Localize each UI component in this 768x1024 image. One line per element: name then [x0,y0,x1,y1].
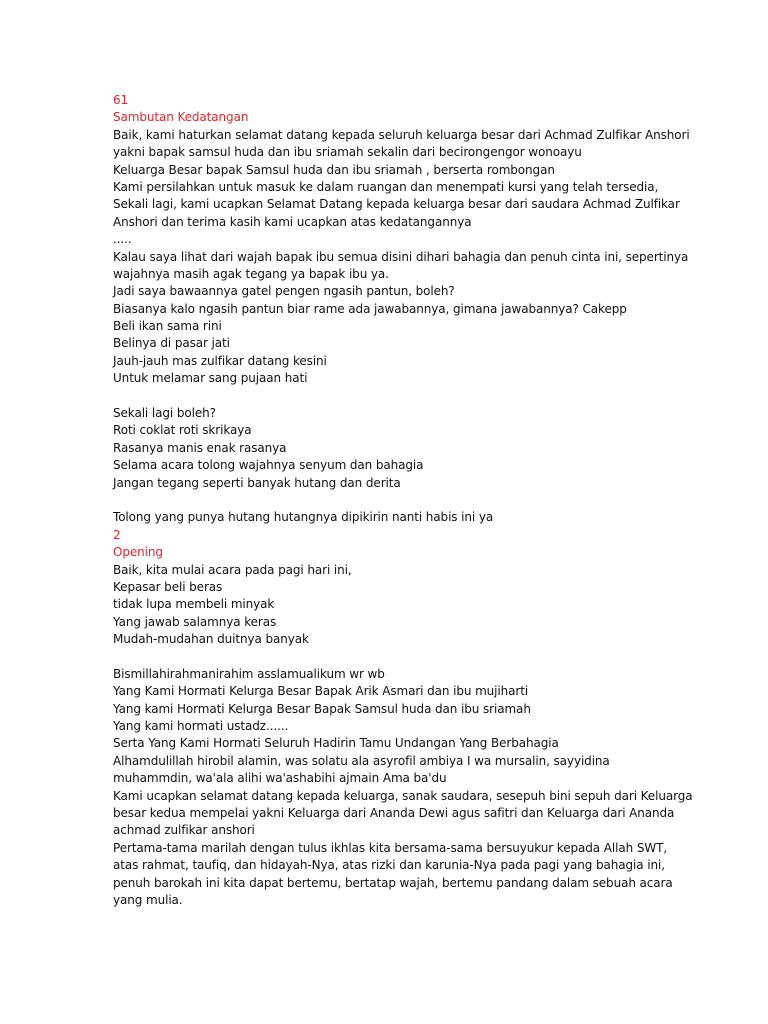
text-line: Baik, kita mulai acara pada pagi hari ini, [113,562,352,577]
text-line: muhammdin, wa'ala alihi wa'ashabihi ajmain Ama ba'du [113,771,447,786]
text-line: Beli ikan sama rini [113,319,222,334]
text-line: Mudah-mudahan duitnya banyak [113,632,309,647]
text-line: Keluarga Besar bapak Samsul huda dan ibu sriamah , berserta rombongan [113,162,555,177]
text-line: Yang Kami Hormati Kelurga Besar Bapak Arik Asmari dan ibu mujiharti [113,684,529,699]
text-line: Selama acara tolong wajahnya senyum dan bahagia [113,458,424,473]
text-line: besar kedua mempelai yakni Keluarga dari Ananda Dewi agus safitri dan Keluarga dari Ananda [113,806,675,821]
text-line: Biasanya kalo ngasih pantun biar rame ada jawabannya, gimana jawabannya? Cakepp [113,301,627,316]
text-line: Yang kami Hormati Kelurga Besar Bapak Samsul huda dan ibu sriamah [113,701,531,716]
text-line: Yang jawab salamnya keras [113,614,277,629]
text-line: Kalau saya lihat dari wajah bapak ibu semua disini dihari bahagia dan penuh cinta ini, sepertinya [113,249,689,264]
text-line: yakni bapak samsul huda dan ibu sriamah sekalin dari becirongengor wonoayu [113,145,582,160]
section-heading-line: Opening [113,545,163,560]
text-line: Rasanya manis enak rasanya [113,440,287,455]
text-line: Sekali lagi, kami ucapkan Selamat Datang kepada keluarga besar dari saudara Achmad Zulfikar [113,197,680,212]
text-line: Belinya di pasar jati [113,336,230,351]
section-heading-line: Sambutan Kedatangan [113,110,249,125]
text-line: Sekali lagi boleh? [113,406,216,421]
text-line: Jangan tegang seperti banyak hutang dan derita [113,475,401,490]
text-line: Jadi saya bawaannya gatel pengen ngasih pantun, boleh? [113,284,455,299]
text-line: Kami persilahkan untuk masuk ke dalam ruangan dan menempati kursi yang telah tersedia, [113,179,659,194]
blank-line [113,388,673,405]
text-line: wajahnya masih agak tegang ya bapak ibu ya. [113,266,389,281]
text-line: achmad zulfikar anshori [113,823,255,838]
document-body [113,92,693,909]
text-line: Alhamdulillah hirobil alamin, was solatu ala asyrofil ambiya I wa mursalin, sayyidina [113,753,610,768]
text-line: Untuk melamar sang pujaan hati [113,371,308,386]
text-line: Tolong yang punya hutang hutangnya dipikirin nanti habis ini ya [113,510,494,525]
text-line: Roti coklat roti skrikaya [113,423,252,438]
text-line: atas rahmat, taufiq, dan hidayah-Nya, atas rizki dan karunia-Nya pada pagi yang bahagia ini, [113,858,665,873]
text-line: Anshori dan terima kasih kami ucapkan atas kedatangannya [113,214,472,229]
text-line: penuh barokah ini kita dapat bertemu, bertatap wajah, bertemu pandang dalam sebuah acara [113,875,673,890]
text-line: Pertama-tama marilah dengan tulus ikhlas kita bersama-sama bersuyukur kepada Allah SWT, [113,840,668,855]
blank-line [113,649,673,666]
section-heading-line: 61 [113,93,129,107]
text-line: Serta Yang Kami Hormati Seluruh Hadirin Tamu Undangan Yang Berbahagia [113,736,559,751]
text-line: Yang kami hormati ustadz...... [113,719,289,734]
text-line: yang mulia. [113,892,183,907]
text-line: Baik, kami haturkan selamat datang kepada seluruh keluarga besar dari Achmad Zulfikar Anshori [113,127,690,142]
text-line: Kami ucapkan selamat datang kepada keluarga, sanak saudara, sesepuh bini sepuh dari Keluarga [113,788,693,803]
section-heading-line: 2 [113,527,121,542]
text-line: Bismillahirahmanirahim asslamualikum wr wb [113,666,385,681]
text-line: Kepasar beli beras [113,579,223,594]
text-line: ..... [113,232,132,247]
text-line: tidak lupa membeli minyak [113,597,275,612]
text-line: Jauh-jauh mas zulfikar datang kesini [113,353,327,368]
blank-line [113,492,673,509]
